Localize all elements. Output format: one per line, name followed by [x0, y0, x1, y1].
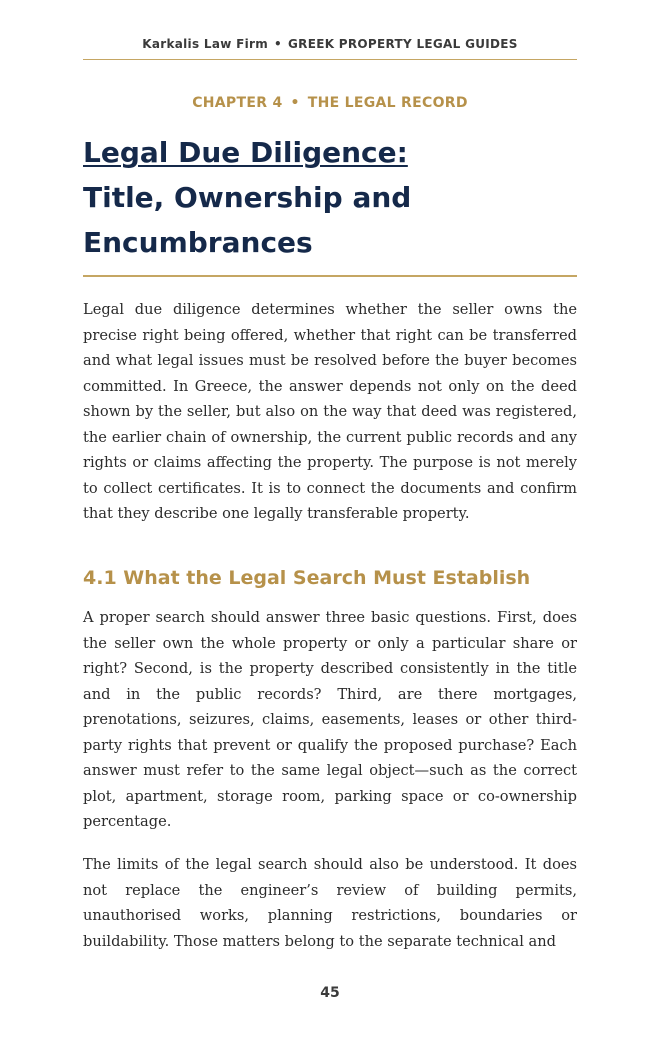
- header-bullet: •: [274, 37, 283, 51]
- title-line-2: Title, Ownership and: [83, 181, 412, 214]
- title-line-3: Encumbrances: [83, 226, 313, 259]
- title-divider: [83, 275, 577, 277]
- body-paragraph: The limits of the legal search should also be understood. It does not replace the engineer’s review of building permits, unauthorised works, planning restrictions, boundaries or buildability. Those matters belong to the separate technical and: [83, 856, 577, 950]
- series-name: GREEK PROPERTY LEGAL GUIDES: [288, 37, 518, 51]
- chapter-name: THE LEGAL RECORD: [307, 95, 468, 111]
- title-line-1: Legal Due Diligence:: [83, 136, 408, 169]
- chapter-label: [83, 95, 577, 111]
- intro-paragraph: Legal due diligence determines whether the seller owns the precise right being offered, whether that right can be transferred and what legal issues must be resolved before the buyer becomes committed. In Greece, the answer depends not only on the deed shown by the seller, but also on the way that deed was registered, the earlier chain of ownership, the current public records and any rights or claims affecting the property. The purpose is not merely to collect certificates. It is to connect the documents and confirm that they describe one legally transferable property.: [83, 301, 577, 522]
- header-divider: [83, 59, 577, 60]
- chapter-bullet: •: [290, 95, 300, 111]
- page-number: 45: [320, 985, 340, 1001]
- firm-name: Karkalis Law Firm: [142, 37, 269, 51]
- chapter-number: CHAPTER 4: [192, 95, 283, 111]
- page-title: [83, 130, 577, 265]
- body-paragraph: A proper search should answer three basic questions. First, does the seller own the whole property or only a particular share or right? Second, is the property described consistently in the title and in the public records? Third, are there mortgages, prenotations, seizures, claims, easements, leases or other third-party rights that prevent or qualify the proposed purchase? Each answer must refer to the same legal object—such as the correct plot, apartment, storage room, parking space or co-ownership percentage.: [83, 609, 577, 830]
- section-heading: 4.1 What the Legal Search Must Establish: [83, 567, 531, 589]
- running-header: [83, 37, 577, 51]
